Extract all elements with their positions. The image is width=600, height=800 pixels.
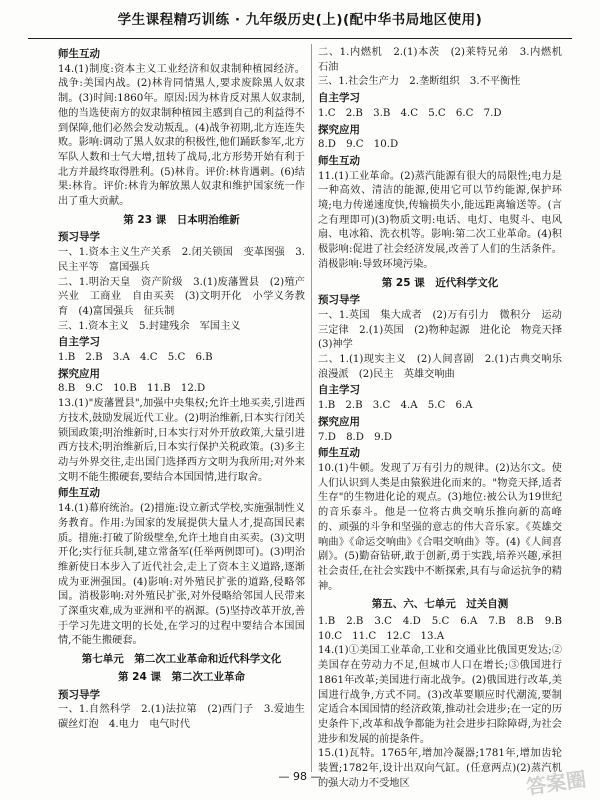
lesson-title: 第 24 课 第二次工业革命 <box>118 670 245 683</box>
answer-paragraph: 1.B 2.B 3.A 4.C 5.C 6.B <box>58 352 213 364</box>
section-heading: 自主学习 <box>58 336 100 349</box>
answer-paragraph: 二、1.(1)现实主义 (2)人间喜剧 2.(1)古典交响乐 浪漫派 (2)民主 英雄交响曲 <box>318 354 573 380</box>
answer-paragraph: 13.(1)"废藩置县",加强中央集权;允许土地买卖,引进西方技术,鼓励发展近代工业。(2)明治维新,日本实行闭关锁国政策;明治维新时,日本实行对外开放政策,大量引进西方技术;明治维新后,日本实行保护关税政策。(3)多主动与外界交往,走出国门选择西方文明为我所用;对外来文明不能生搬硬套,要结合本国国情,进行取舍。 <box>58 398 305 483</box>
answer-paragraph: 10.(1)牛顿。发现了万有引力的规律。(2)达尔文。使人们认识到人类是由猿猴进化而来的。"物竞天择,适者生存"的生物进化论的观点。(3)地位:被公认为19世纪的音乐泰斗。他是一位将古典交响乐推向新的高峰的、顽强的斗争和坚强的意志的伟大音乐家。《英雄交响曲》《命运交响曲》《合唱交响曲》等。(4)《人间喜剧》。(5)勤奋钻研,敢于创新,勇于实践,培养兴趣,承担社会责任,在社会实践中不断探索,具有与命运抗争的精神。 <box>318 462 562 592</box>
section-heading: 师生互动 <box>58 48 100 60</box>
answer-paragraph: 8.D 9.C 10.D <box>318 139 399 151</box>
lesson-title: 第 25 课 近代科学文化 <box>381 276 499 289</box>
answer-paragraph: 三、1.社会生产力 2.垄断组织 3.不平衡性 <box>318 76 521 88</box>
answer-paragraph: 1.B 2.B 3.C 4.D 5.C 6.A 7.B 8.B 9.B 10.C 11.C 12.C 13.A <box>318 616 573 642</box>
answer-paragraph: 11.(1)工业革命。(2)蒸汽能源有很大的局限性;电力是一种高效、清洁的能源,使用它可以节约能源,保护环境;电力传递速度快,传输损失小,能远距离输送等。(言之有理即可)(3)物质文明:电话、电灯、电熨斗、电风扇、电冰箱、洗衣机等。影响:第二次工业革命。(4)积极影响:促进了社会经济发展,改善了人们的生活条件。消极影响:导致环境污染。 <box>318 170 562 270</box>
left-column <box>58 46 316 772</box>
answer-paragraph: 14.(1)制度:资本主义工业经济和奴隶制种植园经济。战争:美国内战。(2)林肯同情黑人,要求废除黑人奴隶制。(3)时间:1860年。原因:因为林肯反对黑人奴隶制,他的当选使南方的奴隶制种植园主感到自己的利益得不到保障,他们必然会发动叛乱。(4)战争初期,北方连连失败。影响:调动了黑人奴隶的积极性,他们踊跃参军,北方军队人数和士气大增,扭转了战局,北方形势开始有利于北方并最终取得胜利。(5)林肯。评价:林肯遇刺。(6)结果:林肯。评价:林肯为解放黑人奴隶和维护国家统一作出了重大贡献。 <box>58 63 305 208</box>
section-heading: 探究应用 <box>318 415 360 428</box>
answer-paragraph: 8.B 9.C 10.B 11.B 12.D <box>58 383 206 395</box>
lesson-title: 第七单元 第二次工业革命和近代科学文化 <box>81 653 282 666</box>
section-heading: 探究应用 <box>318 123 360 136</box>
answer-paragraph: 14.(1)①美国工业革命,工业和交通业比俄国更发达;②美国存在劳动力不足,但城市人口在增长;③俄国进行1861年改革;美国进行南北战争。(2)俄国进行改革,美国进行战争,方式不同。(3)改革要顺应时代潮流,要制定适合本国国情的经济政策,推动社会进步;在一定的历史条件下,改革和战争都能为社会进步扫除障碍,为社会进步和发展的前提条件。 <box>318 645 562 745</box>
answer-paragraph: 一、1.英国 集大成者 (2)万有引力 微积分 运动三定律 2.(1)英国 (2)物种起源 进化论 物竞天择 (3)神学 <box>318 309 573 351</box>
section-heading: 师生互动 <box>58 487 100 500</box>
answer-paragraph: 一、1.资本主义生产关系 2.闭关锁国 变革图强 3.民主平等 富国强兵 <box>58 247 305 273</box>
answer-paragraph: 7.D 8.D 9.D <box>318 431 393 443</box>
section-heading: 探究应用 <box>58 367 100 380</box>
answer-paragraph: 一、1.自然科学 2.(1)法拉第 (2)西门子 3.爱迪生 碳丝灯泡 4.电力 电气时代 <box>58 704 316 730</box>
page-header <box>0 0 600 40</box>
answer-paragraph: 14.(1)幕府统治。(2)措施:设立新式学校,实施强制性义务教育。作用:为国家的发展提供大量人才,提高国民素质。措施:打破了阶级壁垒,允许土地自由买卖。(3)文明开化;实行征兵制,建立常备军(任举两例即可)。(3)明治维新使日本步入了近代社会,走上了资本主义道路,逐渐成为亚洲强国。(4)影响:对外殖民扩张的道路,侵略邻国。消极影响:对外殖民扩张,对外侵略给邻国人民带来了深重灾难,成为亚洲和平的祸源。(5)坚持改革开放,善于学习先进文明的长处,在学习的过程中要结合本国国情,不能生搬硬套。 <box>58 503 305 647</box>
answer-paragraph: 三、1.资本主义 5.封建残余 军国主义 <box>58 320 241 332</box>
answer-paragraph: 二、1.内燃机 2.(1)本茨 (2)莱特兄弟 3.内燃机 石油 <box>318 47 573 73</box>
header-title: 学生课程精巧训练 · 九年级历史(上)(配中华书局地区使用) <box>117 12 483 28</box>
section-heading: 自主学习 <box>318 92 360 105</box>
answer-paragraph: 1.B 2.B 3.C 4.A 5.C 6.A <box>318 400 473 412</box>
answer-paragraph: 1.C 2.B 3.B 4.C 5.C 6.C 7.D <box>318 107 502 119</box>
section-heading: 预习导学 <box>318 294 360 307</box>
answer-paragraph: 15.(1)瓦特。1765年,增加冷凝器;1781年,增加齿轮装置;1782年,设计出双向气缸。(任意两点)(2)蒸汽机的强大动力不受地区 <box>318 748 562 789</box>
page-number: — 98 — <box>278 770 322 783</box>
page-footer <box>0 770 600 783</box>
answer-paragraph: 二、1.明治天皇 资产阶级 3.(1)废藩置县 (2)殖产兴业 工商业 自由买卖 (3)文明开化 小学义务教育 (4)富国强兵 征兵制 <box>58 276 305 317</box>
section-heading: 预习导学 <box>58 231 100 244</box>
section-heading: 师生互动 <box>318 154 360 167</box>
section-heading: 自主学习 <box>318 384 360 397</box>
lesson-title: 第 23 课 日本明治维新 <box>123 213 240 226</box>
lesson-title: 第五、六、七单元 过关自测 <box>371 598 509 611</box>
watermark-text: 答案圈 <box>524 766 588 800</box>
header-rule <box>28 38 572 39</box>
section-heading: 师生互动 <box>318 447 360 460</box>
section-heading: 预习导学 <box>58 688 100 701</box>
column-divider <box>311 44 312 772</box>
